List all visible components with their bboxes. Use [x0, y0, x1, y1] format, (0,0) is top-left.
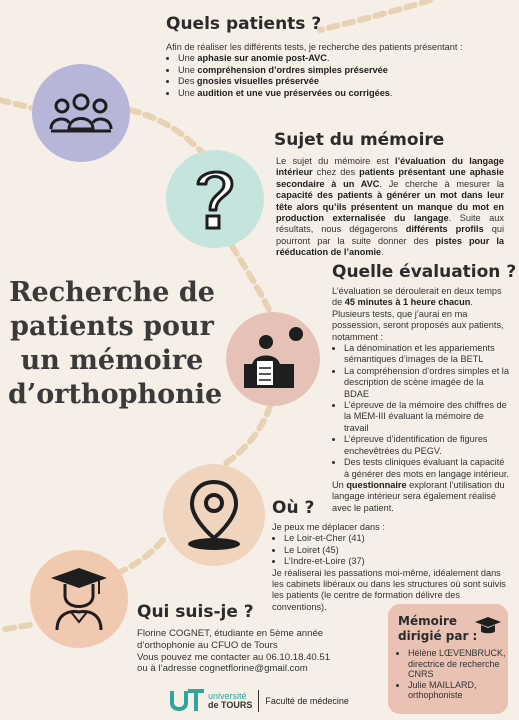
group-people-icon: [47, 91, 115, 135]
logo-divider: [258, 690, 259, 712]
university-tours-logo-icon: [170, 689, 206, 713]
direction-heading-2: dirigié par :: [398, 629, 478, 643]
qui-text: Florine COGNET, étudiante en 5ème année d’orthophonie au CFUO de Tours Vous pouvez me contacter au 06.10.18.40.51 ou à l’adresse cognetflorine@gmail.com: [137, 628, 331, 675]
list-item: • Une audition et une vue préservées ou corrigées.: [178, 88, 466, 99]
sujet-heading: Sujet du mémoire: [274, 130, 445, 150]
ou-list: [272, 533, 512, 567]
location-pin-icon: [186, 478, 242, 552]
university-logo: [170, 688, 360, 714]
list-item: • Julie MAILLARD, orthophoniste: [408, 680, 516, 701]
direction-heading-1: Mémoire: [398, 614, 457, 628]
list-item: • Le Loir-et-Cher (41): [284, 533, 512, 544]
page-title: Recherche de patients pour un mémoire d’orthophonie: [8, 277, 223, 410]
patients-text: [166, 42, 466, 99]
list-item: • Une compréhension d’ordres simples préservée: [178, 65, 466, 76]
qui-circle: [30, 550, 128, 648]
evaluation-circle: [226, 312, 320, 406]
list-item: • Une aphasie sur anomie post-AVC.: [178, 53, 466, 64]
person-at-desk-icon: [238, 326, 308, 392]
patients-intro: Afin de réaliser les différents tests, je recherche des patients présentant :: [166, 42, 463, 52]
ou-text: Je peux me déplacer dans : • Le Loir-et-Cher (41) • Le Loiret (45) • L’Indre-et-Loire (37) Je réaliserai les passations moi-même, idéalement dans les cabinets libéraux ou dans les structures où sont suivis les patients (le centre de formation délivre des conventions).: [272, 522, 512, 613]
logo-univ-line1: université: [208, 691, 247, 701]
location-circle: [163, 464, 265, 566]
list-item: • Le Loiret (45): [284, 545, 512, 556]
patients-heading: Quels patients ?: [166, 14, 322, 34]
patients-circle: [32, 64, 130, 162]
list-item: • La compréhension d’ordres simples et la description de scène imagée de la BDAE: [344, 366, 510, 400]
graduate-student-icon: [49, 564, 109, 634]
sujet-text: Le sujet du mémoire est l’évaluation du langage intérieur chez des patients présentant une aphasie secondaire à un AVC. Je cherche à mesurer la capacité des patients à générer un mot dans leur tête alors qu’ils présentent un manque du mot en production externalisée du langage. Suite aux résultats, nous dégagerons différents profils qui pourront par la suite donner des pistes pour la rééducation de l’anomie.: [276, 156, 505, 258]
list-item: • Des gnosies visuelles préservée: [178, 76, 466, 87]
ou-heading: Où ?: [272, 498, 315, 518]
list-item: • L’épreuve de la mémoire des chiffres de la MEM-III évaluant la mémoire de travail: [344, 400, 510, 434]
evaluation-list: [332, 343, 510, 480]
logo-faculty: Faculté de médecine: [265, 696, 349, 706]
direction-list: [396, 648, 516, 701]
evaluation-heading: Quelle évaluation ?: [332, 262, 517, 282]
sujet-circle: [166, 150, 264, 248]
list-item: • Des tests cliniques évaluant la capacité à générer des mots en langage intérieur.: [344, 457, 510, 480]
graduation-cap-icon: [474, 616, 502, 636]
list-item: • L’épreuve d’identification de figures enchevêtrées du PEGV.: [344, 434, 510, 457]
logo-univ-line2: de TOURS: [208, 700, 253, 710]
direction-box: [388, 604, 508, 714]
qui-heading: Qui suis-je ?: [137, 602, 254, 622]
list-item: • La dénomination et les appariements sémantiques d’images de la BETL: [344, 343, 510, 366]
question-mark-icon: [188, 164, 242, 234]
patients-list: [166, 53, 466, 99]
list-item: • Hélène LŒVENBRUCK, directrice de recherche CNRS: [408, 648, 516, 680]
list-item: • L’Indre-et-Loire (37): [284, 556, 512, 567]
evaluation-text: L’évaluation se déroulerait en deux temps de 45 minutes à 1 heure chacun. Plusieurs tests, que j’aurai en ma possession, seront proposés aux patients, notamment : • La dénomination et les appariements sémantiques d’images de la BETL • La compréhension d’ordres simples et la description de scène imagée de la BDAE • L’épreuve de la mémoire des chiffres de la MEM-III évaluant la mémoire de travail • L’épreuve d’identification de figures enchevêtrées du PEGV. • Des tests cliniques évaluant la capacité à générer des mots en langage intérieur. Un questionnaire explorant l’utilisation du langage intérieur sera également réalisé avec le patient.: [332, 286, 510, 514]
